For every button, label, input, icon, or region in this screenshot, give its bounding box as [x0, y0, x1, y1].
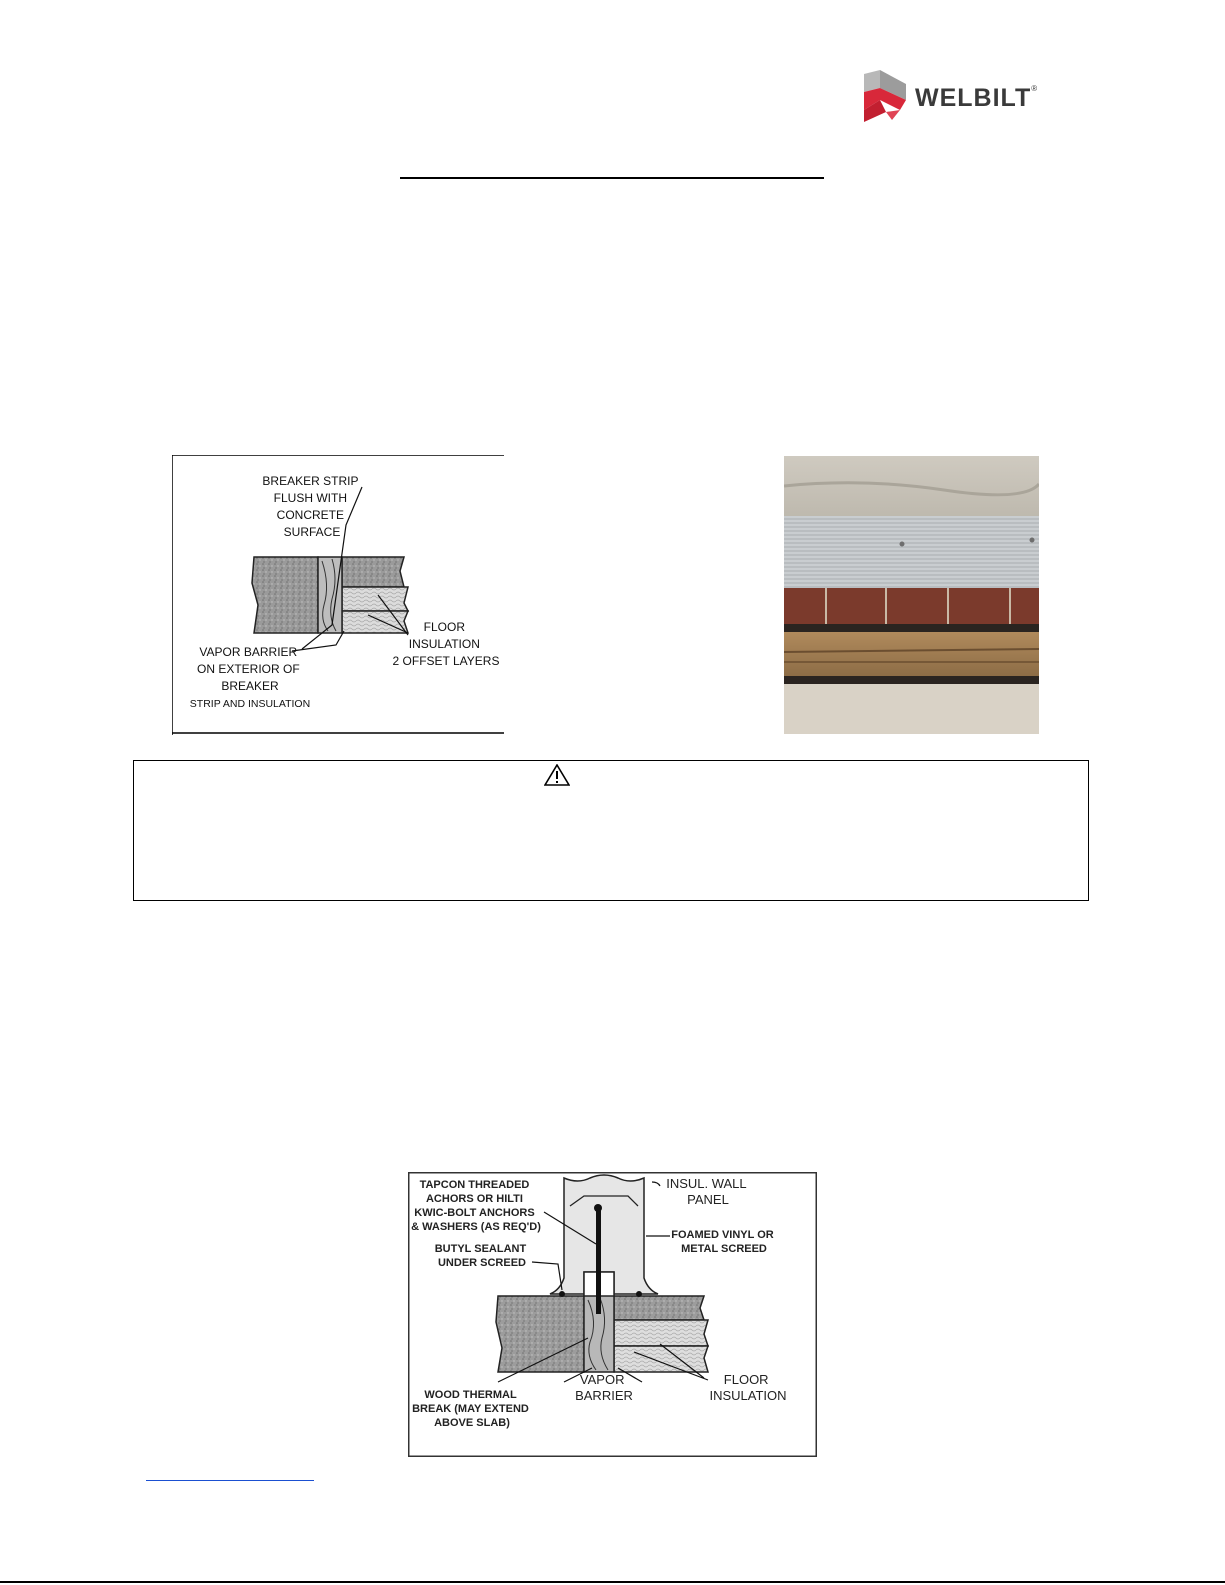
label-tapcon-anchors: TAPCON THREADED ACHORS OR HILTI KWIC-BOLT ANCHORS & WASHERS (AS REQ'D)	[411, 1179, 541, 1233]
breaker-strip-diagram	[172, 455, 504, 735]
warning-triangle-icon	[544, 764, 570, 786]
label-vapor-barrier-note: STRIP AND INSULATION	[189, 698, 311, 710]
page-bottom-rule	[0, 1581, 1225, 1583]
breaker-strip-photo	[784, 456, 1039, 734]
label-vapor-barrier: VAPOR BARRIER	[575, 1372, 633, 1403]
welbilt-logo-mark	[860, 70, 912, 126]
label-screed: FOAMED VINYL OR METAL SCREED	[671, 1229, 774, 1255]
label-butyl-sealant: BUTYL SEALANT UNDER SCREED	[434, 1243, 527, 1269]
label-vapor-barrier: VAPOR BARRIER ON EXTERIOR OF BREAKER	[196, 645, 300, 693]
footer-link[interactable]	[146, 1480, 314, 1482]
welbilt-wordmark: WELBILT®	[915, 84, 1039, 112]
label-floor-insulation: FLOOR INSULATION 2 OFFSET LAYERS	[392, 620, 500, 668]
label-insul-wall-panel: INSUL. WALL PANEL	[666, 1176, 747, 1207]
caution-box	[133, 760, 1089, 901]
label-floor-insulation: FLOOR INSULATION	[709, 1372, 787, 1403]
welbilt-logo	[860, 70, 1060, 126]
label-breaker-strip: BREAKER STRIP FLUSH WITH CONCRETE SURFACE	[262, 474, 359, 539]
title-underline	[400, 177, 824, 179]
label-wood-thermal-break: WOOD THERMAL BREAK (MAY EXTEND ABOVE SLAB)	[412, 1389, 529, 1429]
wall-panel-screed-diagram	[408, 1172, 817, 1457]
